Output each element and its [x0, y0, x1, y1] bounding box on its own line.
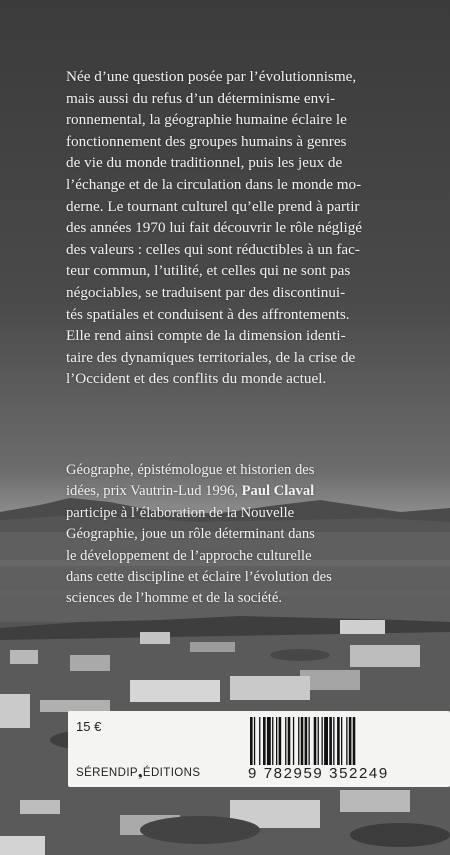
author-bio-line: Géographie, joue un rôle déterminant dans — [66, 526, 315, 543]
author-bio-line: le développement de l’approche culturelle — [66, 547, 312, 564]
author-bio — [66, 460, 386, 610]
blurb-line: des années 1970 lui fait découvrir le rôle négligé — [66, 219, 363, 237]
blurb-line: des valeurs : celles qui sont réductibles à un fac- — [66, 240, 360, 258]
back-cover-blurb — [66, 66, 386, 390]
blurb-line: fonctionnement des groupes humains à genres — [66, 132, 347, 150]
blurb-line: taire des dynamiques territoriales, de la crise de — [66, 348, 356, 366]
blurb-line: derne. Le tournant culturel qu’elle prend à partir — [66, 197, 360, 215]
author-bio-line: participe à l’élaboration de la Nouvelle — [66, 504, 295, 521]
blurb-line: ronnemental, la géographie humaine éclaire le — [66, 111, 347, 129]
author-bio-line: idées, prix Vautrin-Lud 1996, — [66, 483, 242, 500]
author-bio-line: dans cette discipline et éclaire l’évolution des — [66, 569, 332, 586]
blurb-line: tés spatiales et conduisent à des affrontements. — [66, 305, 350, 323]
blurb-line: Née d’une question posée par l’évolutionnisme, — [66, 68, 357, 85]
blurb-line: Elle rend ainsi compte de la dimension identi- — [66, 327, 346, 345]
author-bio-line: sciences de l’homme et de la société. — [66, 590, 282, 607]
price-barcode-band — [68, 711, 450, 787]
blurb-line: l’échange et de la circulation dans le monde mo- — [66, 175, 362, 193]
blurb-line: l’Occident et des conflits du monde actuel. — [66, 370, 327, 388]
isbn-number: 9 782959 352249 — [248, 765, 389, 782]
price-label: 15 € — [76, 719, 102, 734]
publisher-logo: SÉRENDIP❟ÉDITIONS — [76, 767, 201, 779]
barcode-icon — [248, 717, 438, 765]
blurb-line: de vie du monde traditionnel, puis les jeux de — [66, 154, 343, 172]
author-name: Paul Claval — [241, 483, 315, 500]
blurb-line: mais aussi du refus d’un déterminisme envi- — [66, 89, 336, 107]
blurb-line: teur commun, l’utilité, et celles qui ne sont pas — [66, 262, 351, 280]
author-bio-line: Géographe, épistémologue et historien des — [66, 462, 315, 478]
blurb-line: négociables, se traduisent par des discontinui- — [66, 283, 346, 301]
